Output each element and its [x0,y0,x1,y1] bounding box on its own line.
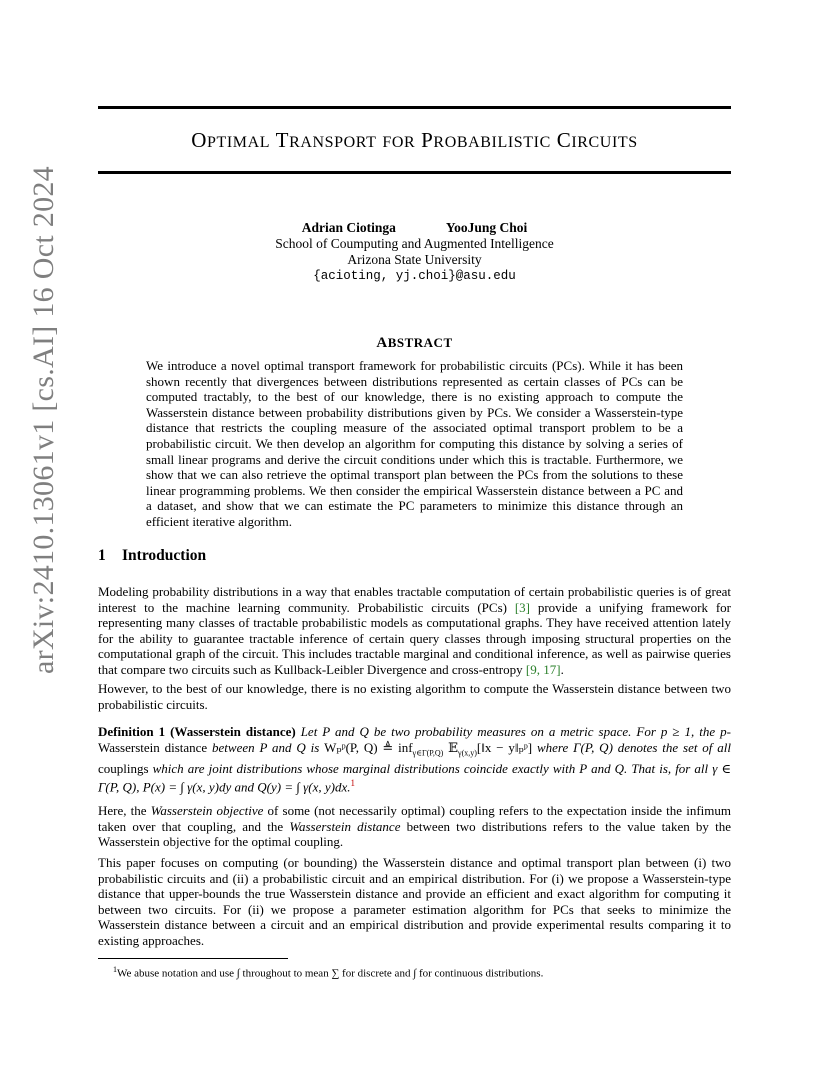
university: Arizona State University [347,252,482,267]
affiliation: School of Coumputing and Augmented Intelligence [275,236,554,251]
title-rule-bottom [98,171,731,174]
footnote-rule [98,958,288,959]
abstract-text: We introduce a novel optimal transport framework for probabilistic circuits (PCs). While it has been shown recently that divergences between distributions represented as certain classes of PCs can be computed tractably, to the best of our knowledge, there is no existing approach to compute the Wasserstein distance between probability distributions given by PCs. We consider a Wasserstein-type distance that restricts the coupling measure of the associated optimal transport problem to be a probabilistic circuit. We then develop an algorithm for computing this distance by solving a series of small linear programs and derive the circuit conditions under which this is tractable. Furthermore, we show that we can also retrieve the optimal transport plan between the PCs from the solutions to these linear programming problems. We then consider the empirical Wasserstein distance between a PC and a dataset, and show that we can estimate the PC parameters to minimize this distance through an efficient iterative algorithm. [146,358,683,529]
abstract-heading: ABSTRACT [376,335,453,351]
footnote-link[interactable]: 1 [350,778,355,789]
citation-link[interactable]: [9, 17] [525,661,561,677]
author-name: YooJung Choi [445,220,528,235]
citation-link[interactable]: [3] [514,599,530,615]
intro-paragraph-4: This paper focuses on computing (or bounding) the Wasserstein distance and optimal transport plan between (i) two probabilistic circuits and (ii) a probabilistic circuit and an empirical distribution. For (i) we propose a Wasserstein-type distance that upper-bounds the true Wasserstein distance and provide an efficient and exact algorithm for computing it between two circuits. For (ii) we propose a parameter estimation algorithm for PCs that seeks to minimize the Wasserstein distance between a circuit and an empirical distribution and provide experimental results comparing it to existing approaches. [98,855,731,948]
intro-paragraph-3: Here, the Wasserstein objective of some (not necessarily optimal) coupling refers to the expectation inside the infimum taken over that coupling, and the Wasserstein distance between two distributions refers to the value taken by the Wasserstein objective for the optimal coupling. [98,803,731,850]
intro-paragraph-2: However, to the best of our knowledge, there is no existing algorithm to compute the Wasserstein distance between two probabilistic circuits. [98,681,731,712]
section-heading: 1 Introduction [98,547,207,564]
title-rule-top [98,106,731,109]
intro-paragraph-1: Modeling probability distributions in a way that enables tractable computation of certain probabilistic queries is of great interest to the machine learning community. Probabilistic circuits (PCs) [3] provide a unifying framework for representing many classes of tractable probabilistic models as computational graphs. They have received attention lately for the ability to guarantee tractable inference of certain query classes through imposing structural properties on the computational graph of the circuit. This includes tractable marginal and conditional inference, as well as pairwise queries that compare two circuits such as Kullback-Leibler Divergence and cross-entropy [9, 17]. [98,584,731,677]
author-block [98,220,731,284]
email[interactable]: {acioting, yj.choi}@asu.edu [313,269,516,283]
definition-1: Definition 1 (Wasserstein distance) Let P and Q be two probability measures on a metric space. For p ≥ 1, the p-Wasserstein distance between P and Q is Wₚᵖ(P, Q) ≜ inf$_{\gamma\in\Gamma(P,Q)}$ 𝔼$_{\gamma(x,y)}$[‖x − y‖ₚᵖ] where Γ(P, Q) denotes the set of all couplings which are joint distributions whose marginal distributions coincide exactly with P and Q. That is, for all γ ∈ Γ(P, Q), P(x) = ∫ γ(x, y)dy and Q(y) = ∫ γ(x, y)dx.$^1$ [98,724,731,795]
arxiv-stamp: arXiv:2410.13061v1 [cs.AI] 16 Oct 2024 [27,166,60,674]
footnote: $^1$We abuse notation and use ∫ throughout to mean ∑ for discrete and ∫ for continuous distributions. [113,965,544,980]
paper-title: OPTIMAL TRANSPORT FOR PROBABILISTIC CIRCUITS [191,128,638,152]
author-name: Adrian Ciotinga [301,220,396,235]
